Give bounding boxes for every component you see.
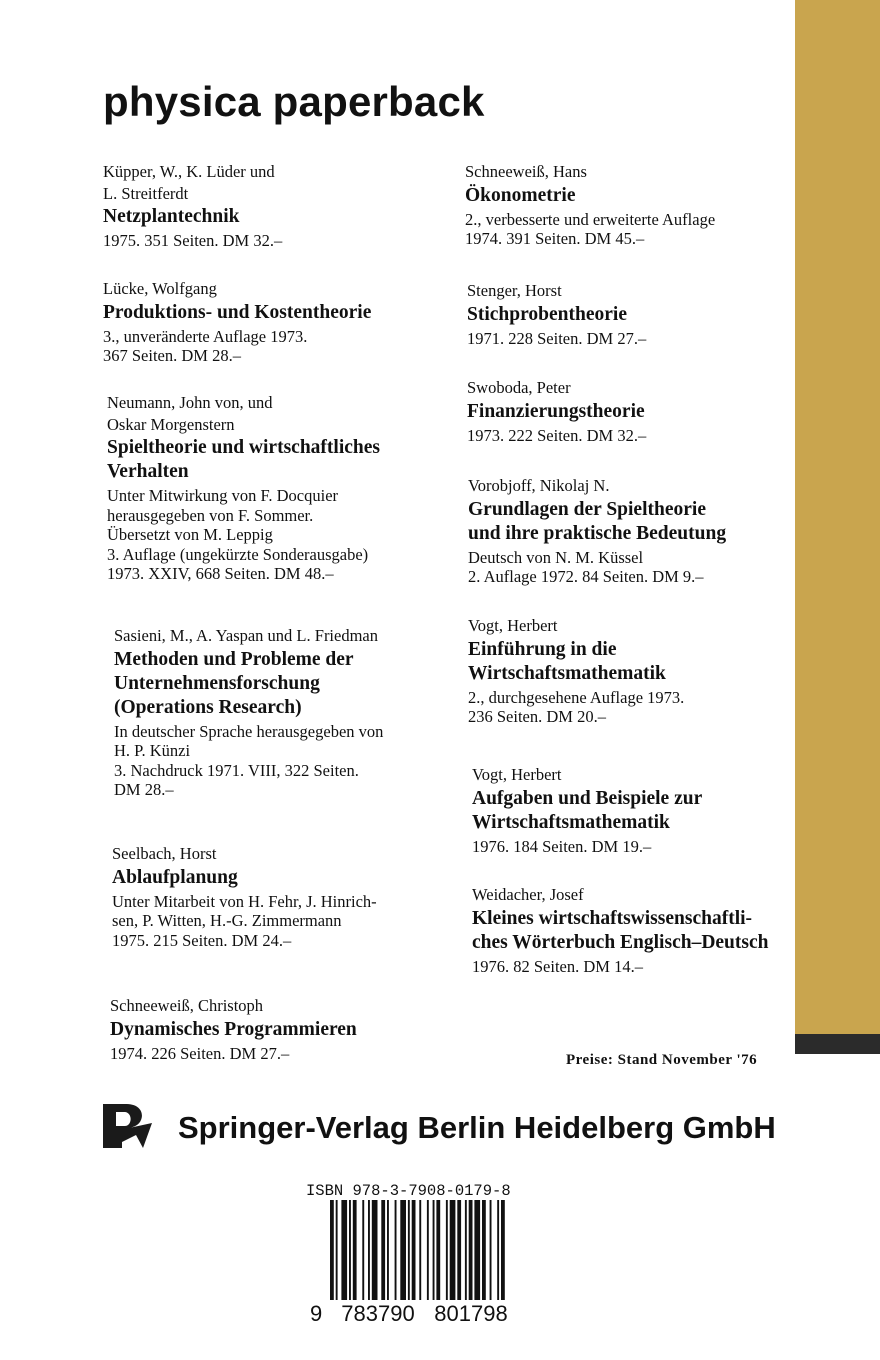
book-entry-neumann (107, 393, 380, 584)
book-author: Schneeweiß, Christoph (110, 996, 264, 1015)
barcode-bar (465, 1200, 467, 1300)
barcode-bar (387, 1200, 389, 1300)
book-author: Weidacher, Josef (472, 885, 584, 904)
book-details: sen, P. Witten, H.-G. Zimmermann (112, 911, 342, 930)
barcode-bar (469, 1200, 473, 1300)
book-title: Netzplantechnik (103, 206, 240, 227)
book-author: Vogt, Herbert (468, 616, 558, 635)
book-details: 1976. 82 Seiten. DM 14.– (472, 956, 643, 976)
book-details: 1974. 391 Seiten. DM 45.– (465, 229, 645, 248)
barcode-bar (395, 1200, 397, 1300)
barcode-bar (501, 1200, 505, 1300)
barcode-digits-right: 801798 (434, 1301, 508, 1325)
barcode-digit-prefix: 9 (310, 1301, 323, 1325)
isbn-barcode (300, 1200, 546, 1325)
book-author: Seelbach, Horst (112, 844, 217, 863)
book-details: Unter Mitwirkung von F. Docquier (107, 486, 339, 505)
barcode-bar (400, 1200, 406, 1300)
barcode-bar (341, 1200, 347, 1300)
book-title: Stichprobentheorie (467, 303, 627, 325)
book-entry-kuepper (103, 162, 282, 251)
book-title: Aufgaben und Beispiele zur (472, 787, 703, 809)
book-details: 2. Auflage 1972. 84 Seiten. DM 9.– (468, 567, 704, 586)
book-title: Finanzierungstheorie (467, 400, 645, 422)
book-details: 3., unveränderte Auflage 1973. (103, 326, 308, 346)
book-author: Lücke, Wolfgang (103, 279, 217, 298)
barcode-bar (490, 1200, 492, 1300)
book-entry-vogt-aufgaben (472, 765, 702, 856)
book-details: 1973. 222 Seiten. DM 32.– (467, 425, 647, 445)
book-details: H. P. Künzi (114, 741, 191, 760)
book-entry-vogt-einfuehrung (468, 616, 684, 727)
book-details: Deutsch von N. M. Küssel (468, 547, 644, 567)
book-entry-vorobjoff (468, 476, 726, 587)
book-details: Übersetzt von M. Leppig (107, 525, 273, 544)
book-author: Sasieni, M., A. Yaspan und L. Friedman (114, 626, 378, 645)
publisher-name: Springer-Verlag Berlin Heidelberg GmbH (178, 1110, 776, 1145)
book-details: 1974. 226 Seiten. DM 27.– (110, 1043, 290, 1063)
book-author: Schneeweiß, Hans (465, 162, 587, 181)
barcode-bar (482, 1200, 486, 1300)
decorative-side-band (795, 1034, 880, 1054)
barcode-bar (368, 1200, 370, 1300)
decorative-side-bar (795, 0, 880, 1034)
barcode-bar (446, 1200, 448, 1300)
book-author: Swoboda, Peter (467, 378, 571, 397)
barcode-bar (381, 1200, 385, 1300)
book-details: herausgegeben von F. Sommer. (107, 505, 314, 525)
book-author: L. Streitferdt (103, 183, 189, 203)
book-author: Stenger, Horst (467, 281, 562, 300)
series-title: physica paperback (103, 78, 485, 125)
book-entry-swoboda (467, 378, 646, 445)
barcode-bar (436, 1200, 440, 1300)
book-entry-luecke (103, 279, 371, 366)
book-entry-sasieni (114, 626, 383, 800)
book-title: Ökonometrie (465, 184, 576, 206)
book-title: Produktions- und Kostentheorie (103, 301, 372, 323)
barcode-bar (474, 1200, 480, 1300)
book-title: Wirtschaftsmathematik (472, 811, 670, 833)
book-author: Oskar Morgenstern (107, 414, 235, 434)
prices-note: Preise: Stand November '76 (566, 1052, 758, 1068)
book-author: Küpper, W., K. Lüder und (103, 162, 275, 181)
book-entry-weidacher (472, 885, 768, 976)
book-details: 1973. XXIV, 668 Seiten. DM 48.– (107, 564, 334, 583)
book-details: 1975. 351 Seiten. DM 32.– (103, 231, 283, 250)
barcode-bar (408, 1200, 410, 1300)
book-title: Verhalten (107, 461, 189, 482)
book-title: Dynamisches Programmieren (110, 1018, 357, 1040)
book-title: Methoden und Probleme der (114, 648, 354, 670)
book-details: In deutscher Sprache herausgegeben von (114, 721, 384, 741)
barcode-bar (349, 1200, 351, 1300)
book-title: Einführung in die (468, 638, 617, 660)
barcode-bar (372, 1200, 378, 1300)
book-entry-schneeweiss-hans (465, 162, 715, 249)
barcode-bar (427, 1200, 429, 1300)
barcode-bar (433, 1200, 435, 1300)
book-title: und ihre praktische Bedeutung (468, 522, 727, 544)
barcode-bar (353, 1200, 357, 1300)
book-author: Vorobjoff, Nikolaj N. (468, 476, 610, 495)
book-details: 1976. 184 Seiten. DM 19.– (472, 836, 652, 856)
book-title: Grundlagen der Spieltheorie (468, 498, 706, 520)
book-details: 3. Nachdruck 1971. VIII, 322 Seiten. (114, 760, 359, 780)
book-details: 3. Auflage (ungekürzte Sonderausgabe) (107, 544, 369, 564)
barcode-digits-left: 783790 (341, 1301, 415, 1325)
springer-horse-logo-icon (103, 1104, 155, 1148)
barcode-bar (330, 1200, 334, 1300)
book-title: (Operations Research) (114, 696, 302, 718)
book-title: Wirtschaftsmathematik (468, 662, 666, 684)
book-details: 1971. 228 Seiten. DM 27.– (467, 328, 647, 348)
book-details: 236 Seiten. DM 20.– (468, 707, 606, 726)
barcode-bar (336, 1200, 338, 1300)
barcode-bar (497, 1200, 499, 1300)
barcode-bar (419, 1200, 421, 1300)
barcode-bar (450, 1200, 456, 1300)
book-details: DM 28.– (114, 780, 174, 799)
isbn-label: ISBN 978-3-7908-0179-8 (306, 1182, 511, 1200)
book-title: Kleines wirtschaftswissenschaftli- (472, 907, 753, 929)
book-title: Ablaufplanung (112, 866, 238, 888)
book-details: 2., durchgesehene Auflage 1973. (468, 687, 685, 707)
book-title: ches Wörterbuch Englisch–Deutsch (472, 931, 769, 953)
book-entry-schneeweiss-christoph (110, 996, 357, 1063)
barcode-bar (457, 1200, 461, 1300)
book-entry-seelbach (112, 844, 377, 950)
book-author: Vogt, Herbert (472, 765, 562, 784)
book-details: 367 Seiten. DM 28.– (103, 346, 241, 365)
book-author: Neumann, John von, und (107, 393, 273, 412)
book-title: Spieltheorie und wirtschaftliches (107, 437, 380, 458)
book-title: Unternehmensforschung (114, 672, 320, 694)
book-details: 2., verbesserte und erweiterte Auflage (465, 209, 716, 229)
book-entry-stenger (467, 281, 646, 348)
book-details: Unter Mitarbeit von H. Fehr, J. Hinrich- (112, 891, 377, 911)
book-details: 1975. 215 Seiten. DM 24.– (112, 930, 292, 950)
barcode-bar (412, 1200, 416, 1300)
barcode-bar (362, 1200, 364, 1300)
